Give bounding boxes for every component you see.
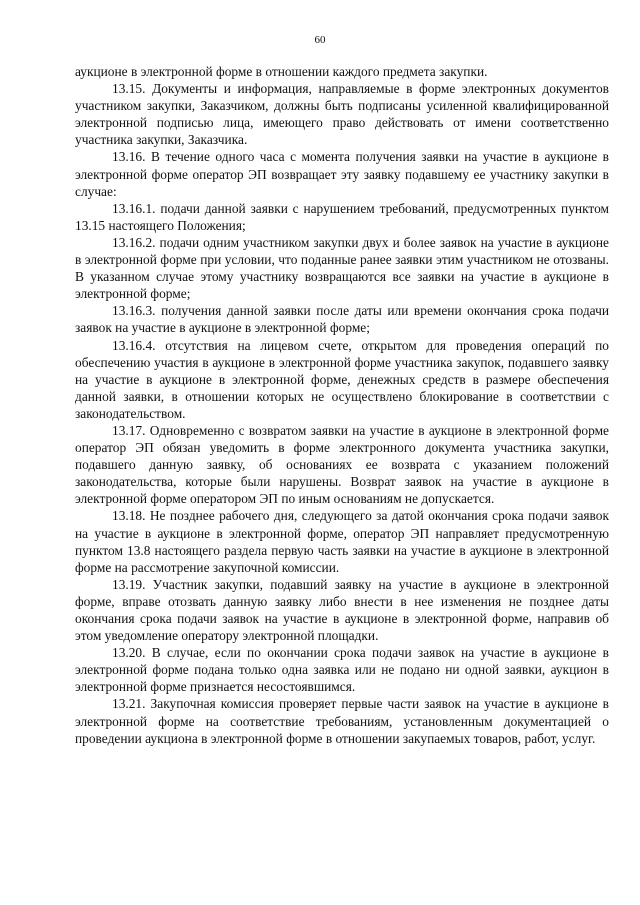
paragraph-13-17: 13.17. Одновременно с возвратом заявки на участие в аукционе в электронной форме оператор ЭП обязан уведомить в форме электронного документа участника закупки, подавшего данную заявку, об основаниях ее возврата с указанием положений законодательства, которые были нарушены. Возврат заявок на участие в аукционе в электронной форме оператором ЭП по иным основаниям не допускается. bbox=[75, 422, 609, 507]
paragraph-13-16-4: 13.16.4. отсутствия на лицевом счете, открытом для проведения операций по обеспечению участия в аукционе в электронной форме участника закупок, подавшего заявку на участие в аукционе в электронной форме, денежных средств в размере обеспечения данной заявки, в отношении которых не осуществлено блокирование в соответствии с законодательством. bbox=[75, 337, 609, 421]
paragraph-13-19: 13.19. Участник закупки, подавший заявку на участие в аукционе в электронной форме, вправе отозвать данную заявку либо внести в нее изменения не позднее даты окончания срока подачи заявок на участие в аукционе в электронной форме, направив об этом уведомление оператору электронной площадки. bbox=[75, 576, 609, 644]
paragraph-continuation: аукционе в электронной форме в отношении каждого предмета закупки. bbox=[75, 64, 488, 79]
document-body bbox=[75, 63, 609, 747]
paragraph-13-16-3: 13.16.3. получения данной заявки после даты или времени окончания срока подачи заявок на участие в аукционе в электронной форме; bbox=[75, 303, 609, 336]
paragraph-13-15: 13.15. Документы и информация, направляемые в форме электронных документов участником закупки, Заказчиком, должны быть подписаны усиленной квалифицированной электронной подписью лица, имеющего право действовать от имени соответственно участника закупки, Заказчика. bbox=[75, 81, 609, 148]
paragraph-13-16-1: 13.16.1. подачи данной заявки с нарушением требований, предусмотренных пунктом 13.15 настоящего Положения; bbox=[75, 200, 609, 233]
paragraph-13-18: 13.18. Не позднее рабочего дня, следующего за датой окончания срока подачи заявок на участие в аукционе в электронной форме, оператор ЭП направляет предусмотренную пунктом 13.8 настоящего раздела первую часть заявки на участие в аукционе в электронной форме на рассмотрение закупочной комиссии. bbox=[75, 508, 609, 575]
paragraph-13-21: 13.21. Закупочная комиссия проверяет первые части заявок на участие в аукционе в электронной форме на соответствие требованиям, установленным документацией о проведении аукциона в электронной форме в отношении закупаемых товаров, работ, услуг. bbox=[75, 696, 609, 746]
page-number: 60 bbox=[314, 34, 326, 46]
paragraph-13-20: 13.20. В случае, если по окончании срока подачи заявок на участие в аукционе в электронной форме подана только одна заявка или не подано ни одной заявки, аукцион в электронной форме признается несостоявшимся. bbox=[75, 645, 609, 695]
paragraph-13-16-2: 13.16.2. подачи одним участником закупки двух и более заявок на участие в аукционе в электронной форме при условии, что поданные ранее заявки этим участником не отозваны. В указанном случае этому участнику возвращаются все заявки на участие в аукционе в электронной форме; bbox=[75, 234, 609, 302]
paragraph-13-16: 13.16. В течение одного часа с момента получения заявки на участие в аукционе в электронной форме оператор ЭП возвращает эту заявку подавшему ее участнику закупки в случае: bbox=[75, 149, 609, 199]
